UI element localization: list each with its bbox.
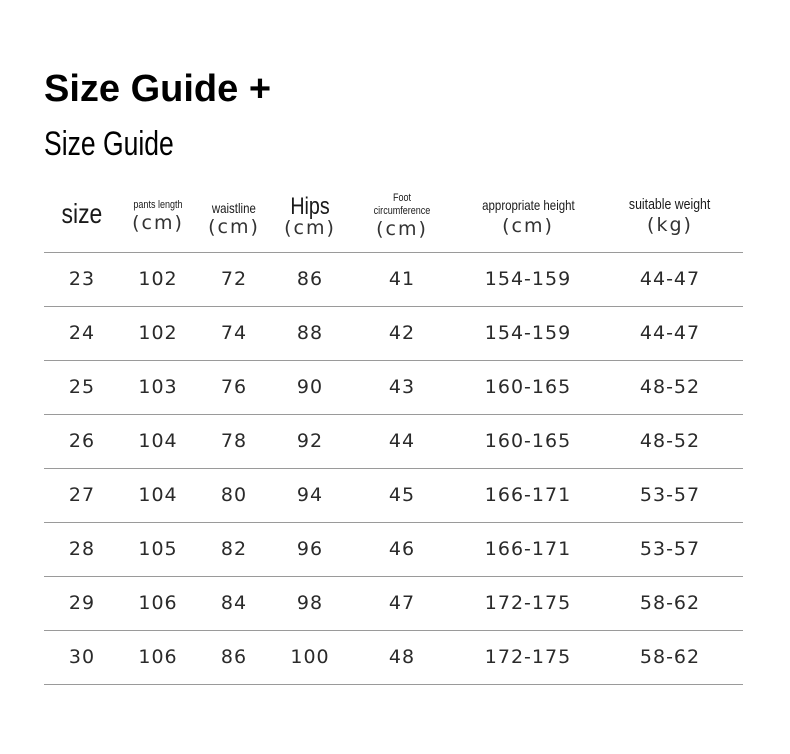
cell-pants-length: 105 bbox=[138, 538, 178, 560]
cell-waistline: 74 bbox=[220, 322, 248, 344]
cell-pants-length: 102 bbox=[138, 322, 178, 344]
cell-pants-length: 106 bbox=[138, 592, 178, 614]
header-pants-length-label: pants length bbox=[133, 199, 183, 211]
cell-suitable-weight: 48-52 bbox=[639, 430, 701, 452]
table-row bbox=[44, 631, 743, 685]
cell-hips: 96 bbox=[296, 538, 324, 560]
cell-foot-circumference: 43 bbox=[388, 376, 416, 398]
header-hips-unit: (cm) bbox=[284, 217, 336, 239]
cell-waistline: 76 bbox=[220, 376, 248, 398]
cell-waistline: 80 bbox=[220, 484, 248, 506]
cell-pants-length: 104 bbox=[138, 484, 178, 506]
table-row bbox=[44, 361, 743, 415]
cell-foot-circumference: 41 bbox=[388, 268, 416, 290]
cell-appropriate-height: 160-165 bbox=[484, 376, 572, 398]
header-hips-label: Hips bbox=[290, 193, 330, 220]
cell-foot-circumference: 48 bbox=[388, 646, 416, 668]
cell-pants-length: 103 bbox=[138, 376, 178, 398]
cell-suitable-weight: 58-62 bbox=[639, 646, 701, 668]
cell-waistline: 82 bbox=[220, 538, 248, 560]
header-pants-length-unit: (cm) bbox=[132, 212, 184, 234]
size-table bbox=[44, 190, 743, 685]
cell-suitable-weight: 58-62 bbox=[639, 592, 701, 614]
cell-hips: 100 bbox=[290, 646, 330, 668]
header-waistline bbox=[204, 190, 264, 252]
cell-size: 28 bbox=[68, 538, 96, 560]
cell-suitable-weight: 53-57 bbox=[639, 484, 701, 506]
cell-suitable-weight: 48-52 bbox=[639, 376, 701, 398]
table-body bbox=[44, 253, 743, 685]
cell-appropriate-height: 172-175 bbox=[484, 592, 572, 614]
cell-suitable-weight: 44-47 bbox=[639, 322, 701, 344]
header-appropriate-height-label: appropriate height bbox=[481, 197, 575, 213]
page-title: Size Guide + bbox=[44, 68, 272, 110]
cell-waistline: 86 bbox=[220, 646, 248, 668]
cell-appropriate-height: 166-171 bbox=[484, 484, 572, 506]
header-foot-circumference-label: Foot circumference bbox=[373, 192, 431, 217]
cell-waistline: 78 bbox=[220, 430, 248, 452]
cell-appropriate-height: 160-165 bbox=[484, 430, 572, 452]
header-size bbox=[52, 190, 112, 252]
cell-size: 25 bbox=[68, 376, 96, 398]
cell-suitable-weight: 44-47 bbox=[639, 268, 701, 290]
cell-foot-circumference: 46 bbox=[388, 538, 416, 560]
header-pants-length bbox=[123, 190, 193, 252]
cell-foot-circumference: 42 bbox=[388, 322, 416, 344]
cell-hips: 86 bbox=[296, 268, 324, 290]
cell-size: 26 bbox=[68, 430, 96, 452]
cell-hips: 98 bbox=[296, 592, 324, 614]
page-subtitle: Size Guide bbox=[44, 125, 174, 163]
table-row bbox=[44, 469, 743, 523]
table-row bbox=[44, 307, 743, 361]
header-size-label: size bbox=[61, 198, 103, 229]
cell-size: 24 bbox=[68, 322, 96, 344]
cell-appropriate-height: 172-175 bbox=[484, 646, 572, 668]
header-waistline-unit: (cm) bbox=[208, 216, 260, 238]
table-row bbox=[44, 253, 743, 307]
header-suitable-weight-label: suitable weight bbox=[629, 196, 711, 213]
header-appropriate-height bbox=[468, 190, 588, 252]
cell-appropriate-height: 154-159 bbox=[484, 322, 572, 344]
cell-pants-length: 104 bbox=[138, 430, 178, 452]
table-row bbox=[44, 415, 743, 469]
cell-size: 29 bbox=[68, 592, 96, 614]
table-row bbox=[44, 523, 743, 577]
cell-hips: 92 bbox=[296, 430, 324, 452]
cell-hips: 94 bbox=[296, 484, 324, 506]
cell-foot-circumference: 45 bbox=[388, 484, 416, 506]
cell-pants-length: 102 bbox=[138, 268, 178, 290]
cell-hips: 90 bbox=[296, 376, 324, 398]
cell-hips: 88 bbox=[296, 322, 324, 344]
cell-waistline: 72 bbox=[220, 268, 248, 290]
table-header bbox=[44, 190, 743, 253]
header-foot-circumference bbox=[362, 190, 442, 252]
cell-pants-length: 106 bbox=[138, 646, 178, 668]
header-foot-circumference-unit: (cm) bbox=[376, 218, 428, 240]
cell-foot-circumference: 47 bbox=[388, 592, 416, 614]
header-suitable-weight-unit: (kg) bbox=[647, 214, 693, 236]
header-hips bbox=[280, 190, 340, 252]
cell-size: 27 bbox=[68, 484, 96, 506]
table-row bbox=[44, 577, 743, 631]
header-waistline-label: waistline bbox=[211, 200, 257, 216]
cell-appropriate-height: 166-171 bbox=[484, 538, 572, 560]
cell-size: 23 bbox=[68, 268, 96, 290]
cell-foot-circumference: 44 bbox=[388, 430, 416, 452]
cell-size: 30 bbox=[68, 646, 96, 668]
header-appropriate-height-unit: (cm) bbox=[502, 215, 554, 237]
cell-appropriate-height: 154-159 bbox=[484, 268, 572, 290]
cell-waistline: 84 bbox=[220, 592, 248, 614]
header-suitable-weight bbox=[610, 190, 730, 252]
cell-suitable-weight: 53-57 bbox=[639, 538, 701, 560]
